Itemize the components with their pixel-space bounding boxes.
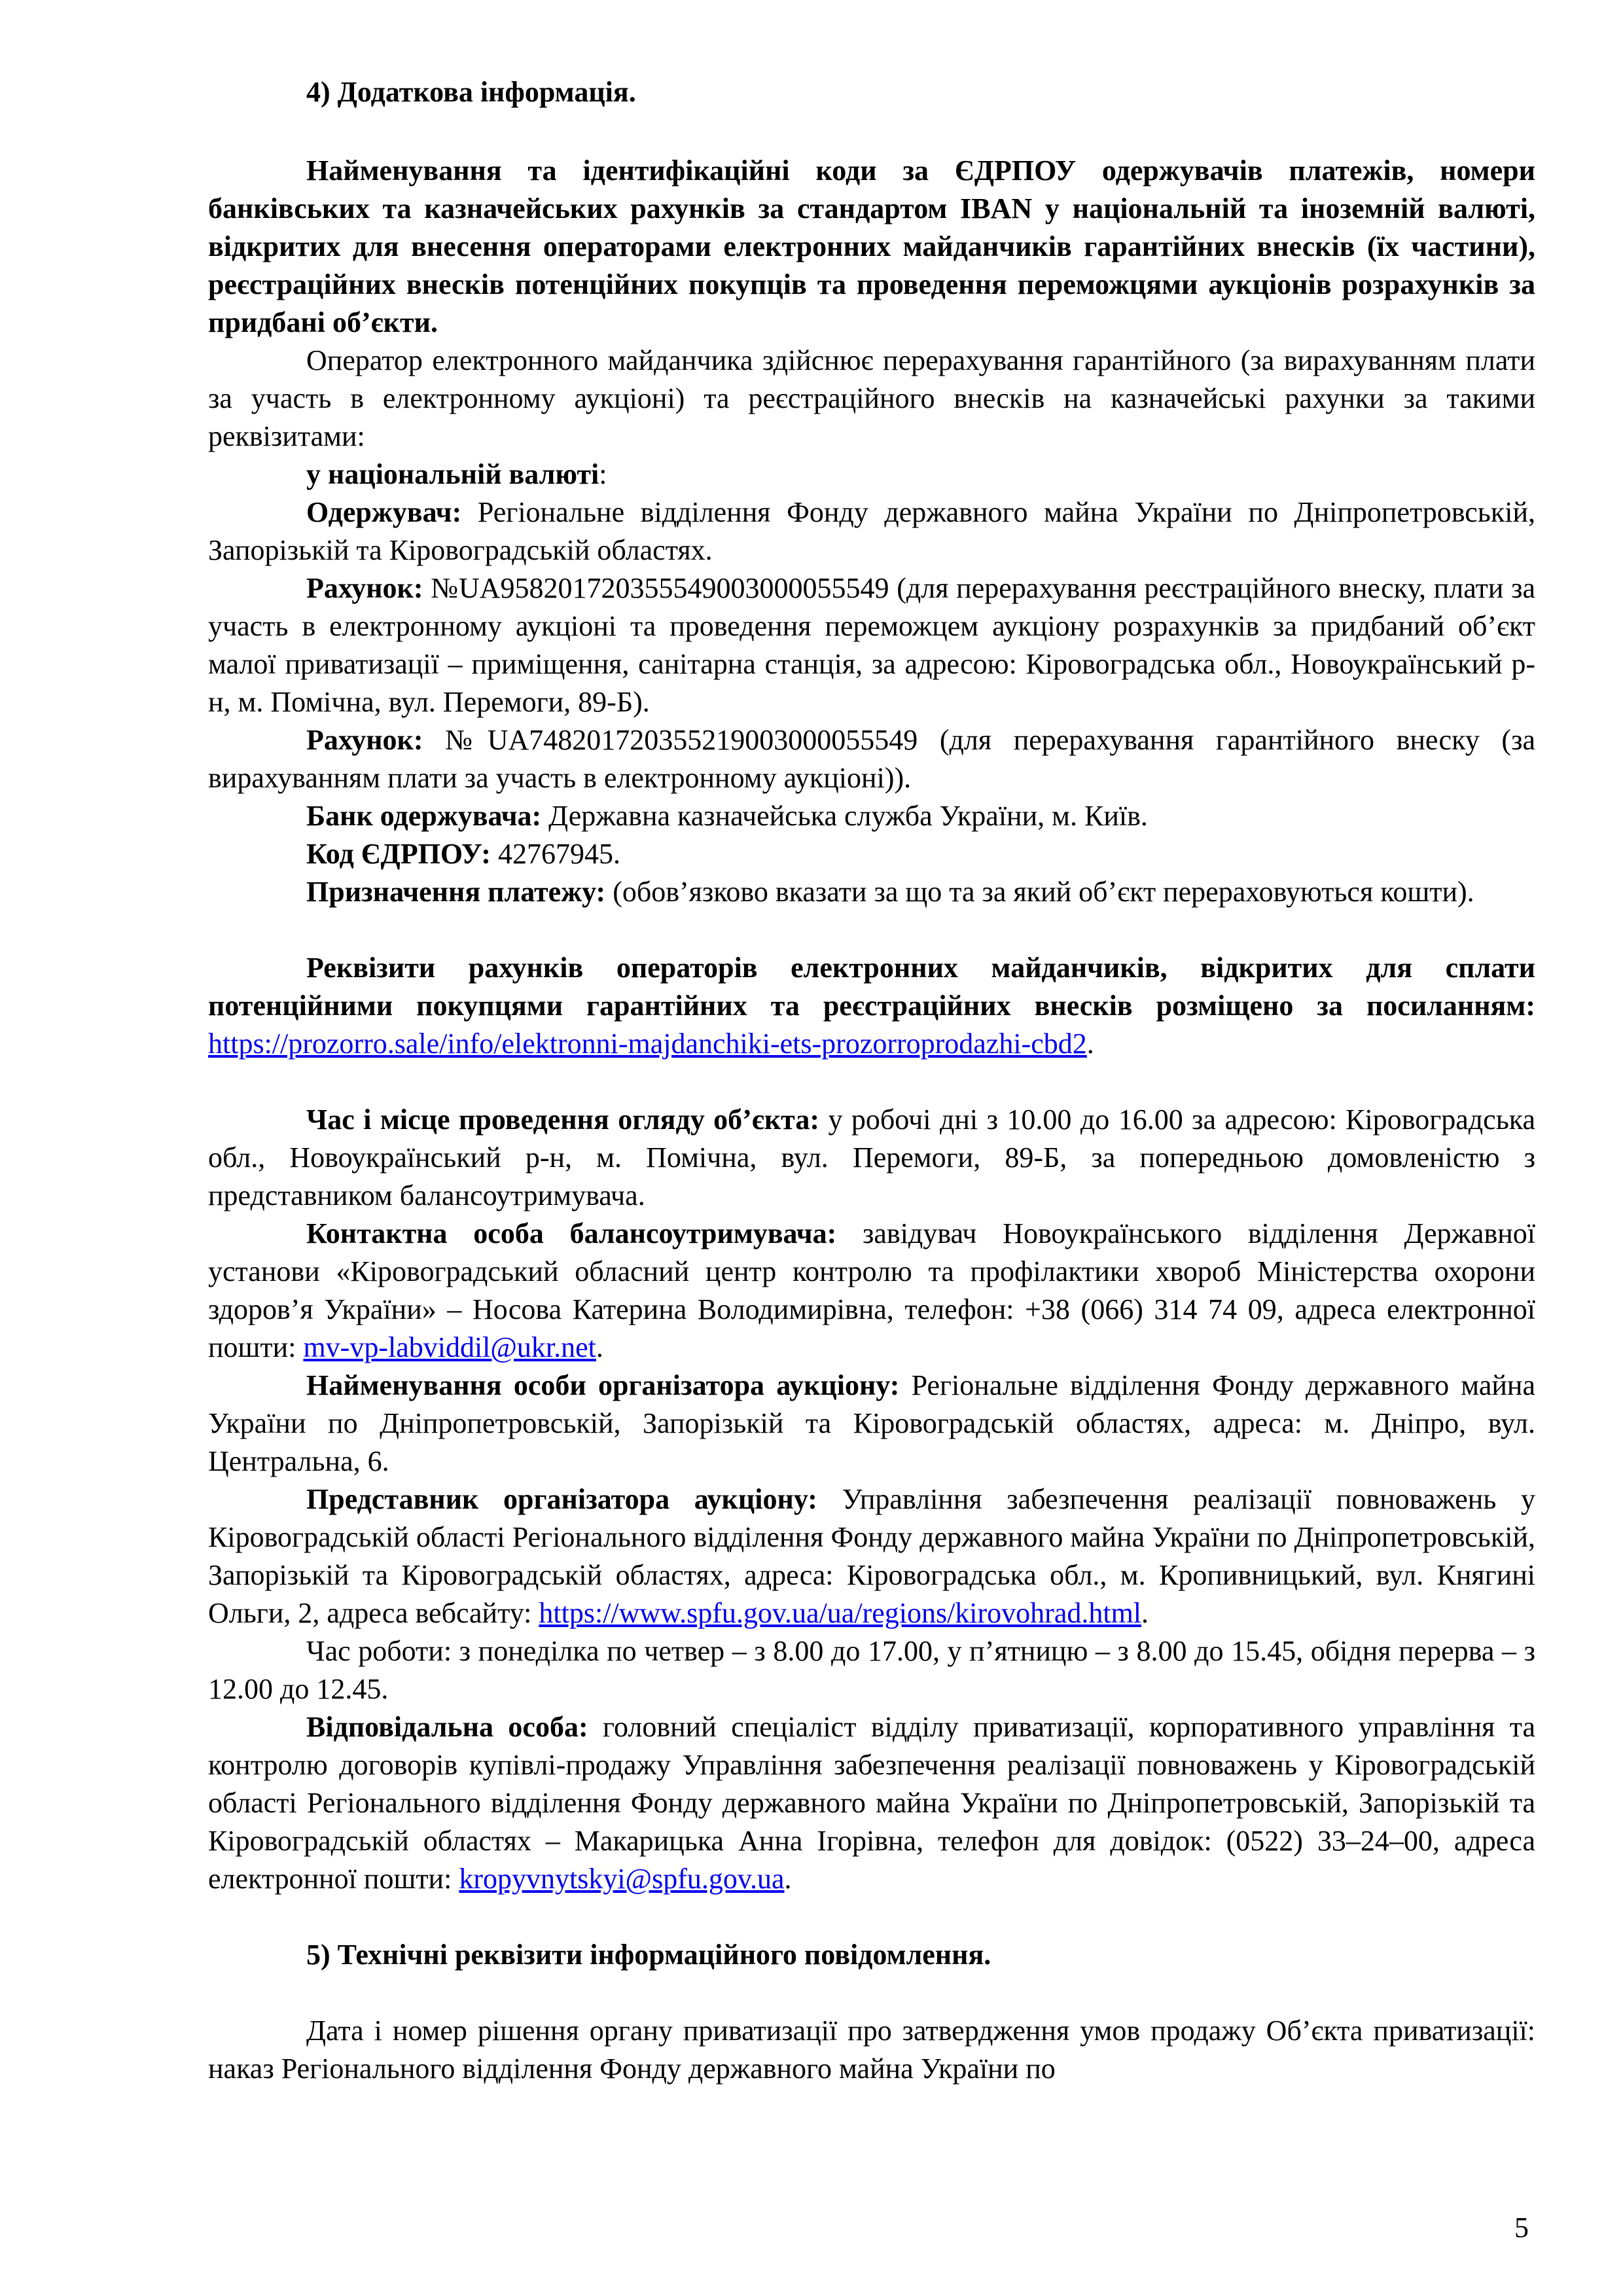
account-2-value: №UA748201720355219003000055549 (для перерахування гарантійного внеску (за вирахуванням плати за участь в електронному аукціоні)). [208, 724, 1535, 794]
bank-label: Банк одержувача: [306, 800, 542, 832]
account-1-paragraph [208, 569, 1535, 721]
account-1-label: Рахунок: [306, 572, 423, 604]
inspection-paragraph [208, 1101, 1535, 1215]
account-2-label: Рахунок: [306, 724, 423, 756]
responsible-person-value: головний спеціаліст відділу приватизації, корпоративного управління та контролю договорів купівлі-продажу Управління забезпечення реалізації повноважень у Кіровоградській області Регіонального відділення Фонду державного майна України по Дніпропетровській, Запорізькій та Кіровоградській областях – Макарицька Анна Ігорівна, телефон для довідок: (0522) 33–24–00, адреса електронної пошти: [208, 1711, 1535, 1895]
prozorro-operators-link[interactable]: https://prozorro.sale/info/elektronni-majdanchiki-ets-prozorroprodazhi-cbd2 [208, 1028, 1087, 1060]
recipient-paragraph [208, 493, 1535, 569]
working-hours-paragraph: Час роботи: з понеділка по четвер – з 8.00 до 17.00, у п’ятницю – з 8.00 до 15.45, обідня перерва – з 12.00 до 12.45. [208, 1635, 1535, 1705]
edrpou-value: 42767945. [490, 838, 620, 870]
organizer-label: Найменування особи організатора аукціону: [306, 1369, 900, 1401]
contact-email-link[interactable]: mv-vp-labviddil@ukr.net [303, 1331, 596, 1363]
spfu-website-link[interactable]: https://www.spfu.gov.ua/ua/regions/kirovohrad.html [539, 1597, 1142, 1629]
section-5-heading: 5) Технічні реквізити інформаційного повідомлення. [306, 1939, 991, 1971]
responsible-person-paragraph: Відповідальна особа: головний спеціаліст відділу приватизації, корпоративного управління та контролю договорів купівлі-продажу Управління забезпечення реалізації повноважень у Кіровоградській області Регіонального відділення Фонду державного майна України по Дніпропетровській, Запорізькій та Кіровоградській областях – Макарицька Анна Ігорівна, телефон для довідок: (0522) 33–24–00, адреса електронної пошти: kropyvnytskyi@spfu.gov.ua. [208, 1711, 1535, 1895]
recipient-label: Одержувач: [306, 496, 462, 528]
decision-paragraph: Дата і номер рішення органу приватизації про затвердження умов продажу Об’єкта приватизації: наказ Регіонального відділення Фонду державного майна України по [208, 2015, 1535, 2085]
operators-accounts-paragraph: Реквізити рахунків операторів електронних майданчиків, відкритих для сплати потенційними покупцями гарантійних та реєстраційних внесків розміщено за посиланням: https://prozorro.sale/info/elektronni-majdanchiki-ets-prozorroprodazhi-cbd2. [208, 952, 1535, 1060]
payment-purpose-value: (обов’язково вказати за що та за який об’єкт перераховуються кошти). [605, 876, 1474, 908]
account-1-value: №UA958201720355549003000055549 (для перерахування реєстраційного внеску, плати за участь в електронному аукціоні та проведення переможцем аукціону розрахунків за придбаний об’єкт малої приватизації – приміщення, санітарна станція, за адресою: Кіровоградська обл., Новоукраїнський р-н, м. Помічна, вул. Перемоги, 89-Б). [208, 572, 1535, 718]
bank-paragraph [208, 797, 1535, 835]
responsible-person-label: Відповідальна особа: [306, 1711, 588, 1743]
organizer-value: Регіональне відділення Фонду державного майна України по Дніпропетровській, Запорізькій та Кіровоградській областях, адреса: м. Дніпро, вул. Центральна, 6. [208, 1369, 1535, 1477]
recipient-value: Регіональне відділення Фонду державного майна України по Дніпропетровській, Запорізькій та Кіровоградській областях. [208, 496, 1535, 566]
inspection-value: у робочі дні з 10.00 до 16.00 за адресою: Кіровоградська обл., Новоукраїнський р-н, м. Помічна, вул. Перемоги, 89-Б, за попередньою домовленістю з представником балансоутримувача. [208, 1103, 1535, 1211]
bank-value: Державна казначейська служба України, м. Київ. [541, 800, 1148, 832]
responsible-email-link[interactable]: kropyvnytskyi@spfu.gov.ua [459, 1863, 785, 1895]
document-page [208, 73, 1535, 2088]
page-number: 5 [1514, 2212, 1529, 2244]
representative-value: Управління забезпечення реалізації повноважень у Кіровоградській області Регіонального відділення Фонду державного майна України по Дніпропетровській, Запорізькій та Кіровоградській областях, адреса: Кіровоградська обл., м. Кропивницький, вул. Княгині Ольги, 2, адреса вебсайту: [208, 1483, 1535, 1629]
contact-person-label: Контактна особа балансоутримувача: [306, 1217, 837, 1249]
representative-label: Представник організатора аукціону: [306, 1483, 817, 1515]
edrpou-paragraph [208, 835, 1535, 873]
contact-person-value: завідувач Новоукраїнського відділення Державної установи «Кіровоградський обласний центр контролю та профілактики хвороб Міністерства охорони здоров’я України» – Носова Катерина Володимирівна, телефон: +38 (066) 314 74 09, адреса електронної пошти: [208, 1217, 1535, 1363]
contact-person-paragraph: Контактна особа балансоутримувача: завідувач Новоукраїнського відділення Державної установи «Кіровоградський обласний центр контролю та профілактики хвороб Міністерства охорони здоров’я України» – Носова Катерина Володимирівна, телефон: +38 (066) 314 74 09, адреса електронної пошти: mv-vp-labviddil@ukr.net. [208, 1217, 1535, 1363]
inspection-label: Час і місце проведення огляду об’єкта: [306, 1103, 819, 1136]
national-currency-label: у національній валюті: [306, 458, 607, 490]
representative-paragraph: Представник організатора аукціону: Управління забезпечення реалізації повноважень у Кіровоградській області Регіонального відділення Фонду державного майна України по Дніпропетровській, Запорізькій та Кіровоградській областях, адреса: Кіровоградська обл., м. Кропивницький, вул. Княгині Ольги, 2, адреса вебсайту: https://www.spfu.gov.ua/ua/regions/kirovohrad.html. [208, 1483, 1535, 1629]
account-2-paragraph [208, 721, 1535, 797]
organizer-paragraph [208, 1367, 1535, 1480]
operator-transfer-text: Оператор електронного майданчика здійснює перерахування гарантійного (за вирахуванням плати за участь в електронному аукціоні) та реєстраційного внесків на казначейські рахунки за такими реквізитами: [208, 344, 1535, 452]
payment-recipients-title: Найменування та ідентифікаційні коди за ЄДРПОУ одержувачів платежів, номери банківських та казначейських рахунків за стандартом IBAN у національній та іноземній валюті, відкритих для внесення операторами електронних майданчиків гарантійних внесків (їх частини), реєстраційних внесків потенційних покупців та проведення переможцями аукціонів розрахунків за придбані об’єкти. [208, 154, 1535, 338]
payment-purpose-label: Призначення платежу: [306, 876, 606, 908]
section-4-heading: 4) Додаткова інформація. [306, 76, 636, 108]
edrpou-label: Код ЄДРПОУ: [306, 838, 491, 870]
payment-purpose-paragraph [208, 873, 1535, 911]
